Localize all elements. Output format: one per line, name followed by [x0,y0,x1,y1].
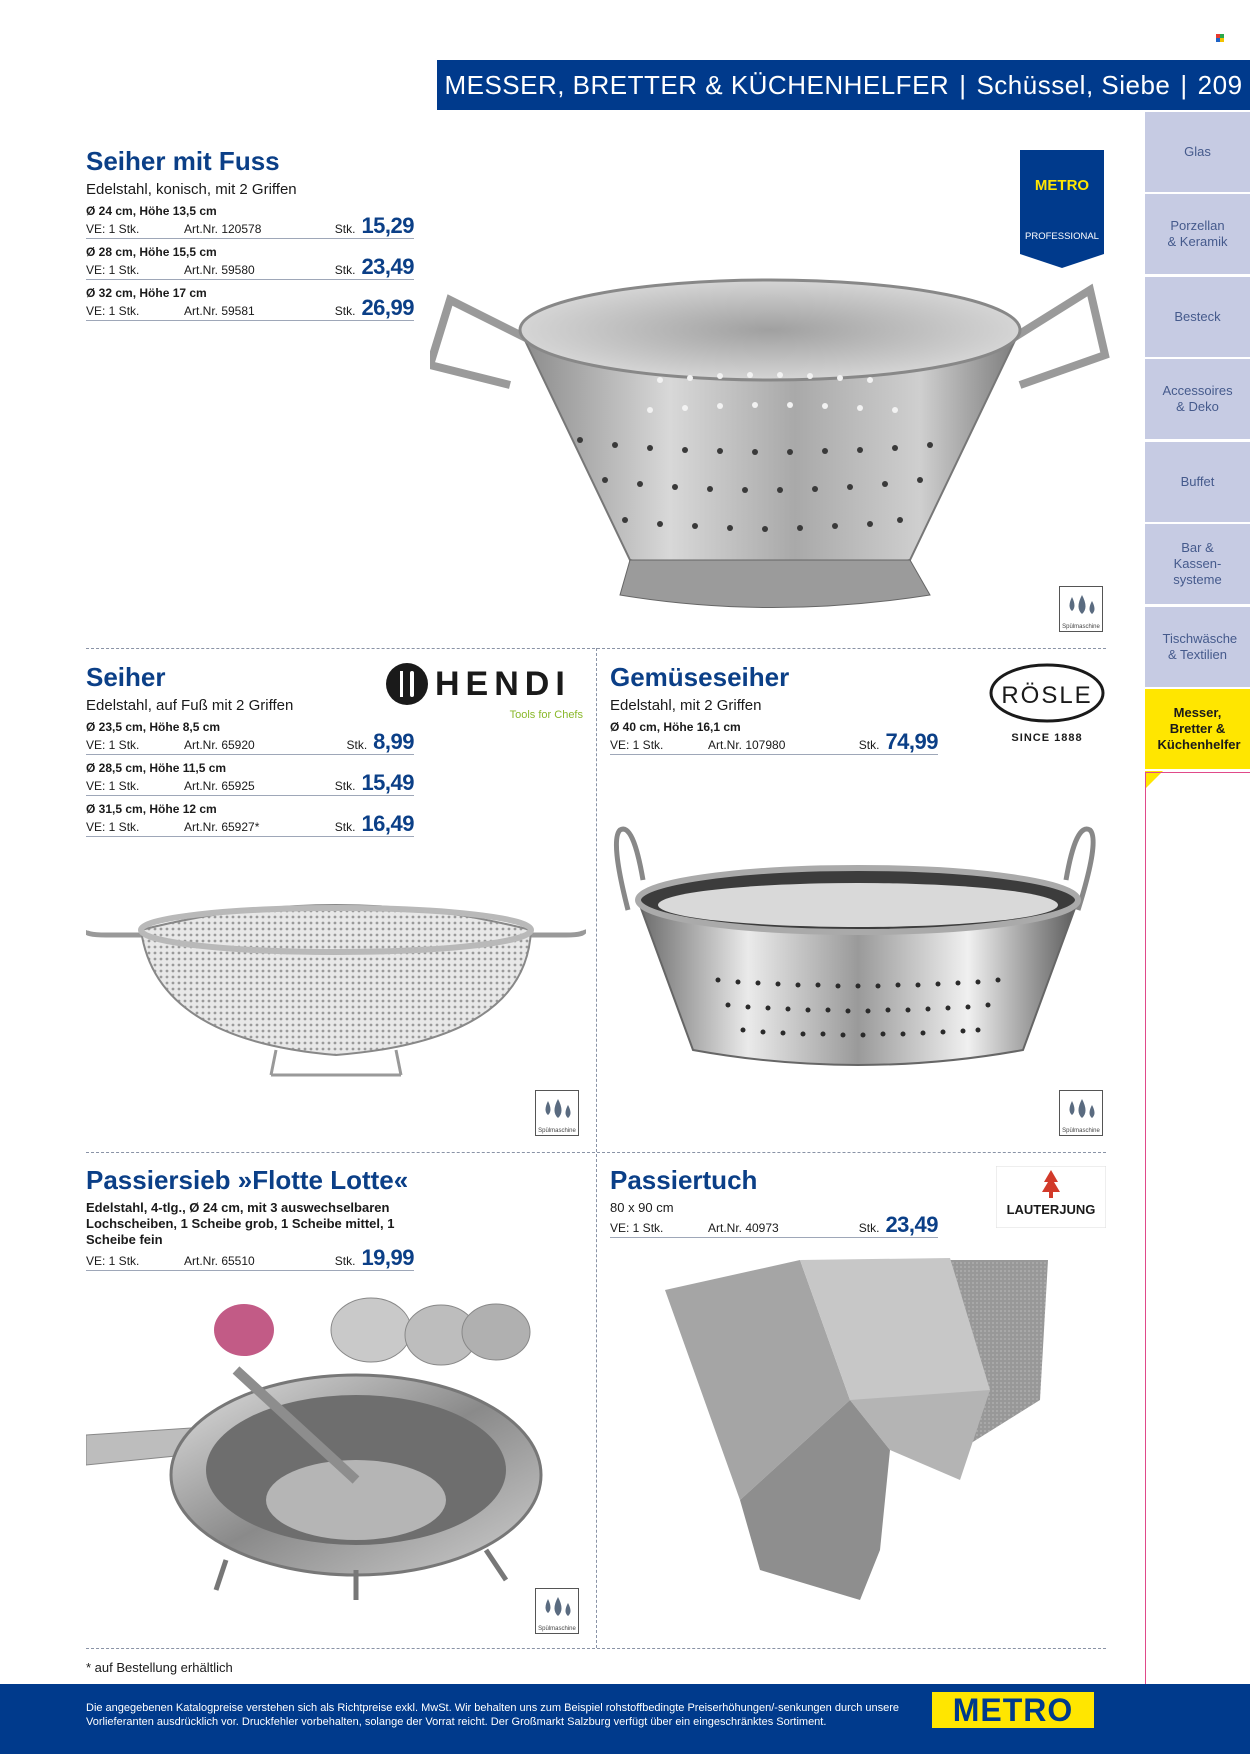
variant-article-number: Art.Nr. 65920 [184,738,255,752]
variant-article-number: Art.Nr. 59581 [184,304,255,318]
variant-article-number: Art.Nr. 59580 [184,263,255,277]
water-drops-icon [542,1595,574,1623]
variant-article-number: Art.Nr. 65925 [184,779,255,793]
product-seiher-mit-fuss [86,146,414,321]
dishwasher-safe-icon [535,1588,579,1634]
side-tab-label: Bar & Kassen-systeme [1173,540,1222,587]
product-title: Seiher [86,662,166,692]
variant-price: 74,99 [885,729,938,754]
side-tab-porzellan[interactable] [1145,194,1250,274]
side-tab-bar-kassensysteme[interactable] [1145,524,1250,604]
colander-with-foot-image [430,270,1110,620]
variant-article-number: Art.Nr. 120578 [184,222,262,236]
category-side-nav [1145,112,1250,1684]
product-variant [86,761,414,796]
food-mill-image [86,1290,586,1630]
side-tab-label: Porzellan & Keramik [1167,218,1228,249]
product-variant [86,1245,414,1271]
variant-unit: Stk. [334,222,356,236]
product-passiertuch [610,1165,938,1238]
header-subsection: Schüssel, Siebe [976,69,1171,100]
water-drops-icon [1066,593,1098,621]
variant-size: Ø 28,5 cm, Höhe 11,5 cm [86,761,227,775]
page-footer [0,1684,1250,1754]
variant-price: 26,99 [361,295,414,320]
product-variant [86,802,414,837]
rosle-since: SINCE 1888 [1011,732,1083,744]
variant-size: Ø 32 cm, Höhe 17 cm [86,286,207,300]
variant-unit: Stk. [334,779,356,793]
header-separator: | [1180,69,1188,100]
variant-ve: VE: 1 Stk. [86,779,140,793]
variant-price: 15,29 [361,213,414,238]
side-tab-besteck[interactable] [1145,277,1250,357]
variant-price: 8,99 [373,729,414,754]
side-tab-label: Messer, Bretter & Küchenhelfer [1157,705,1241,752]
variant-article-number: Art.Nr. 65510 [184,1254,255,1268]
metro-badge-professional: PROFESSIONAL [1025,231,1099,242]
section-divider [86,1648,1106,1649]
product-title: Passiertuch [610,1165,758,1195]
metro-badge-word: METRO [1034,177,1090,194]
dishwasher-caption: Spülmaschine [1062,1128,1100,1134]
side-tab-buffet[interactable] [1145,442,1250,522]
product-description: Edelstahl, auf Fuß mit 2 Griffen [86,697,294,714]
product-title: Passiersieb »Flotte Lotte« [86,1165,409,1195]
side-tab-messer-active[interactable] [1145,689,1250,769]
side-tab-label: Buffet [1180,474,1215,489]
product-title: Seiher mit Fuss [86,146,280,176]
rosle-logo [988,663,1106,749]
product-passiersieb [86,1165,414,1271]
product-variant [86,245,414,280]
variant-size: Ø 23,5 cm, Höhe 8,5 cm [86,720,221,734]
product-description: Edelstahl, 4-tlg., Ø 24 cm, mit 3 auswechselbaren Lochscheiben, 1 Scheibe grob, 1 Scheibe mittel, 1 Scheibe fein [86,1200,395,1247]
dishwasher-caption: Spülmaschine [538,1128,576,1134]
hendi-logo [385,662,585,724]
side-tab-label: Accessoires & Deko [1162,383,1233,414]
side-tab-label: Besteck [1174,309,1221,324]
variant-unit: Stk. [858,738,880,752]
variant-unit: Stk. [334,820,356,834]
lauterjung-logo [996,1166,1106,1228]
mesh-colander-image [86,890,586,1080]
variant-ve: VE: 1 Stk. [86,738,140,752]
product-variant [86,204,414,239]
section-divider [86,1152,1106,1153]
footnote: * auf Bestellung erhältlich [86,1660,233,1675]
variant-unit: Stk. [858,1221,880,1235]
variant-article-number: Art.Nr. 65927* [184,820,260,834]
product-description: 80 x 90 cm [610,1200,674,1215]
side-tab-tischwaesche[interactable] [1145,607,1250,687]
page-number: 209 [1197,69,1243,100]
product-title: Gemüseseiher [610,662,790,692]
header-separator: | [959,69,967,100]
variant-unit: Stk. [334,304,356,318]
column-divider [596,648,597,1648]
hendi-wordmark: HENDI [435,665,571,703]
variant-price: 19,99 [361,1245,414,1270]
variant-unit: Stk. [334,1254,356,1268]
variant-size: Ø 40 cm, Höhe 16,1 cm [610,720,741,734]
dishwasher-safe-icon [1059,1090,1103,1136]
side-tab-label: Glas [1184,144,1211,159]
dishwasher-safe-icon [535,1090,579,1136]
variant-article-number: Art.Nr. 107980 [708,738,786,752]
product-description: Edelstahl, konisch, mit 2 Griffen [86,181,297,198]
variant-ve: VE: 1 Stk. [86,820,140,834]
variant-ve: VE: 1 Stk. [86,304,140,318]
product-gemueseseiher [610,662,938,755]
lauterjung-wordmark: LAUTERJUNG [1006,1202,1096,1217]
side-tab-accessoires[interactable] [1145,359,1250,439]
variant-unit: Stk. [334,263,356,277]
water-drops-icon [542,1097,574,1125]
hendi-tagline: Tools for Chefs [509,709,583,721]
dishwasher-safe-icon [1059,586,1103,632]
water-drops-icon [1066,1097,1098,1125]
variant-ve: VE: 1 Stk. [86,1254,140,1268]
product-variant [86,720,414,755]
page-header [437,60,1250,110]
price-disclaimer: Die angegebenen Katalogpreise verstehen sich als Richtpreise exkl. MwSt. Wir behalten uns zum Beispiel rohstoffbedingte Preiserhöhungen/-senkungen durch unsere Vorlieferanten ausdrücklich vor. Druckfehler vorbehalten, solange der Vorrat reicht. Der Großmarkt Salzburg verfügt über ein eingeschränktes Sortiment. [86,1702,900,1728]
rosle-wordmark: RÖSLE [1001,682,1093,709]
product-variant [86,286,414,321]
metro-professional-badge [1020,150,1104,268]
variant-unit: Stk. [346,738,368,752]
variant-size: Ø 24 cm, Höhe 13,5 cm [86,204,217,218]
metro-logo-text: METRO [932,1692,1094,1728]
variant-ve: VE: 1 Stk. [86,222,140,236]
product-description: Edelstahl, mit 2 Griffen [610,697,762,714]
variant-article-number: Art.Nr. 40973 [708,1221,779,1235]
variant-price: 16,49 [361,811,414,836]
variant-size: Ø 31,5 cm, Höhe 12 cm [86,802,217,816]
active-tab-guide-line [1145,772,1250,1684]
metro-footer-logo [920,1684,1106,1754]
variant-price: 23,49 [885,1212,938,1237]
variant-size: Ø 28 cm, Höhe 15,5 cm [86,245,217,259]
variant-price: 15,49 [361,770,414,795]
product-seiher [86,662,414,837]
header-section: MESSER, BRETTER & KÜCHENHELFER [444,69,950,100]
print-color-mark [1216,34,1224,42]
variant-ve: VE: 1 Stk. [86,263,140,277]
dishwasher-caption: Spülmaschine [538,1626,576,1632]
variant-price: 23,49 [361,254,414,279]
product-variant [610,720,938,755]
straining-cloth-image [660,1250,1060,1610]
dishwasher-caption: Spülmaschine [1062,624,1100,630]
variant-ve: VE: 1 Stk. [610,738,664,752]
variant-ve: VE: 1 Stk. [610,1221,664,1235]
product-variant [610,1212,938,1238]
side-tab-glas[interactable] [1145,112,1250,192]
vegetable-colander-image [608,820,1108,1090]
side-tab-label: Tischwäsche & Textilien [1162,631,1238,662]
